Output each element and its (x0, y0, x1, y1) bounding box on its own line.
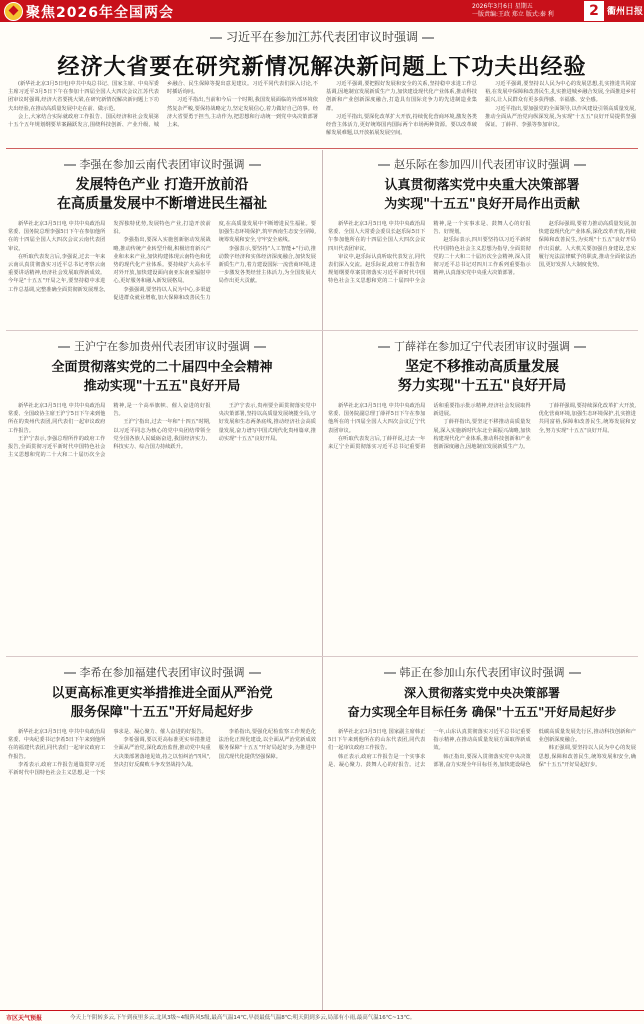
issue-info (472, 3, 582, 19)
article-kicker: 李强在参加云南代表团审议时强调 (6, 156, 318, 172)
lead-paragraph: 习近平强调,要把握好发展和安全的关系,坚持稳中求进工作总基调,因地制宜发展新质生产力,加快建设现代化产业体系,推动科技创新和产业创新深度融合,打造具有国际竞争力的先进制造业集群。 (326, 81, 477, 112)
article-paragraph: 李希指出,要强化纪检监察工作规范化法治化正规化建设,以全面从严治党新成效服务保障"十五五"开好局起好步,为推进中国式现代化提供坚强保障。 (218, 729, 316, 760)
lead-paragraph: 习近平指出,要加强党的全面领导,以作风建设引领高质量发展,推动全面从严治党向纵深发展,为实现"十五五"良好开局提供坚强保证。丁薛祥、李强等参加审议。 (485, 105, 636, 129)
weather-text: 今天上午阴转多云,下午到夜里多云,北风3级~4级阵风5级,最高气温14℃,早晨最低气温8℃;明天阴到多云,局部有小雨,最高气温16℃~13℃。 (70, 1015, 416, 1021)
article-kicker: 韩正在参加山东代表团审议时强调 (326, 664, 638, 680)
headline-line: 奋力实现全年目标任务 确保"十五五"开好局起好步 (347, 705, 617, 719)
lead-paragraph: (新华社北京3月5日电)中共中央总书记、国家主席、中央军委主席习近平3月5日下午在参加十四届全国人大四次会议江苏代表团审议时强调,经济大省要挑大梁,在研究新情况解决新问题上下功夫出经验,在推动高质量发展中走在前、做示范。 (8, 81, 159, 112)
headline-line: 努力实现"十五五"良好开局 (397, 378, 567, 394)
headline-line: 服务保障"十五五"开好局起好步 (70, 705, 254, 720)
divider (6, 148, 638, 149)
article-paragraph: 李希表示,政府工作报告通篇贯穿习近平新时代中国特色社会主义思想,是一个实事求是、凝心聚力、催人奋进的好报告。 (8, 729, 207, 777)
article-paragraph: 赵乐际强调,要着力推动高质量发展,加快建设现代化产业体系,深化改革开放,持续保障和改善民生,为实现"十五五"良好开局作出贡献。人大机关要加强自身建设,忠实履行宪法法律赋予的职责,推动全面依法治国,更好发挥人大制度优势。 (538, 221, 636, 269)
article-paragraph: 李强表示,要坚持"人工智能+"行动,推动数字经济和实体经济深度融合,加快发展新质生产力,着力建设国际一流营商环境,进一步激发各类经营主体活力,为全国发展大局作出更大贡献。 (218, 245, 316, 285)
editors-line: 一版责编:王政 郑立 版式:秦 利 (472, 11, 554, 18)
article-paragraph: 丁薛祥指出,要坚定不移推动高质量发展,深入实施新时代东北全面振兴战略,加快构建现代化产业体系,推动科技创新和产业创新深度融合,因地制宜发展新质生产力。 (433, 419, 531, 451)
article-paragraph: 新华社北京3月5日电 中共中央政治局常委、全国人大常委会委员长赵乐际5日下午参加他所在的十四届全国人大四次会议四川代表团审议。 (328, 221, 426, 252)
article-paragraph: 丁薛祥强调,要持续深化改革扩大开放,优化营商环境,加强生态环境保护,扎实推进共同富裕,保障和改善民生,统筹发展和安全,努力实现"十五五"良好开局。 (538, 403, 636, 434)
article-paragraph: 王沪宁表示,贵州要全面贯彻落实党中央决策部署,坚持以高质量发展统揽全局,守好发展和生态两条底线,推动经济社会高质量发展,奋力谱写中国式现代化贵州篇章,推动实现"十五五"良好开局。 (218, 403, 316, 442)
article-paragraph: 李希强调,要以更高标准更实举措推进全面从严治党,深化政治监督,推动党中央重大决策部署落地见效,持之以恒纠治"四风",坚决打好反腐败斗争攻坚战持久战。 (113, 737, 211, 768)
article-kicker: 赵乐际在参加四川代表团审议时强调 (326, 156, 638, 172)
headline-line: 为实现"十五五"良好开局作出贡献 (384, 197, 580, 212)
article-headline (6, 176, 318, 214)
weather-footer (0, 1010, 644, 1024)
lead-headline: 经济大省要在研究新情况解决新问题上下功夫出经验 (57, 55, 587, 80)
article-paragraph: 在听取代表发言后,李强说,过去一年来云南认真贯彻落实习近平总书记考察云南重要讲话精神,经济社会发展取得新成效。今年是"十五五"开局之年,要坚持稳中求进工作总基调,完整准确全面贯彻新发展理念,发挥独特优势,发展特色产业,打造开放前沿。 (8, 221, 211, 293)
issue-date: 2026年3月6日 星期五 (472, 3, 533, 10)
article-paragraph: 新华社北京3月5日电 中共中央政治局常委、国务院副总理丁薛祥5日下午在参加他所在的十四届全国人大四次会议辽宁代表团审议。 (328, 403, 426, 434)
article-kicker: 李希在参加福建代表团审议时强调 (6, 664, 318, 680)
article-paragraph: 韩正表示,政府工作报告是一个实事求是、凝心聚力、鼓舞人心的好报告。过去一年,山东认真贯彻落实习近平总书记重要指示精神,在推动高质量发展方面取得新成效。 (328, 729, 531, 768)
article-paragraph: 在听取代表发言后,丁薛祥说,过去一年来辽宁全面贯彻落实习近平总书记重要讲话和重要指示批示精神,经济社会发展取得新进展。 (328, 403, 531, 451)
article-paragraph: 王沪宁表示,李强总理所作的政府工作报告,全面贯彻习近平新时代中国特色社会主义思想和党的二十大和二十届历次全会精神,是一个高举旗帜、催人奋进的好报告。 (8, 403, 211, 459)
divider (6, 656, 638, 657)
article-paragraph: 李强强调,要坚持以人民为中心,多渠道促进群众就业增收,加大保障和改善民生力度,在高质量发展中不断增进民生福祉。要加强生态环境保护,筑牢西南生态安全屏障,统筹发展和安全,守牢安全底线。 (113, 221, 316, 301)
lead-paragraph: 习近平强调,要坚持以人民为中心的发展思想,扎实推进共同富裕,在发展中保障和改善民生,扎实推进城乡融合发展,全面推进乡村振兴,让人民群众有更多获得感、幸福感、安全感。 (485, 81, 636, 104)
article-paragraph: 李强指出,要深入实施创新驱动发展战略,推动传统产业转型升级,积极培育新兴产业和未来产业,加快构建体现云南特色和优势的现代化产业体系。要持续扩大高水平对外开放,加快建设面向南亚东南亚辐射中心,更好服务和融入新发展格局。 (113, 237, 211, 285)
article-paragraph: 新华社北京3月5日电 中共中央政治局常委、国务院总理李强5日下午在参加他所在的十四届全国人大四次会议云南代表团审议。 (8, 221, 106, 252)
article-paragraph: 韩正强调,要坚持以人民为中心的发展思想,保障和改善民生,统筹发展和安全,确保"十五五"开好局起好步。 (538, 745, 636, 768)
article-body (8, 402, 316, 650)
section-title: 聚焦2026年全国两会 (26, 5, 174, 21)
article-headline (6, 684, 318, 722)
headline-line: 推动实现"十五五"良好开局 (83, 379, 241, 394)
lead-paragraph: 习近平指出,当前和今后一个时期,我国发展面临的外部环境依然复杂严峻,要保持战略定力,坚定发展信心,着力做好自己的事。经济大省要勇于担当,主动作为,把思想和行动统一到党中央决策部署上来。 (167, 97, 318, 129)
headline-line: 在高质量发展中不断增进民生福祉 (57, 196, 267, 212)
article-headline (326, 358, 638, 396)
article-kicker: 王沪宁在参加贵州代表团审议时强调 (6, 338, 318, 354)
headline-line: 全面贯彻落实党的二十届四中全会精神 (51, 360, 273, 375)
party-emblem-icon (4, 2, 23, 21)
article-paragraph: 新华社北京3月5日电 国家副主席韩正5日下午来到他所在的山东代表团,同代表们一起审议政府工作报告。 (328, 729, 426, 752)
divider (6, 330, 638, 331)
lead-paragraph: 会上,大家结合实际就政府工作报告、国民经济和社会发展第十五个五年规划纲要草案踊跃发言,围绕科技创新、产业升级、城乡融合、民生保障等提出意见建议。习近平同代表们深入讨论,不时插话询问。 (8, 81, 318, 129)
article-headline (326, 684, 638, 722)
article-paragraph: 韩正指出,要深入贯彻落实党中央决策部署,奋力实现全年目标任务,加快建设绿色低碳高质量发展先行区,推动科技创新和产业创新深度融合。 (433, 729, 636, 768)
page-number: 2 (584, 1, 604, 21)
column-divider (322, 150, 323, 1010)
lead-body (8, 80, 636, 146)
headline-line: 认真贯彻落实党中央重大决策部署 (384, 178, 580, 193)
article-body (8, 728, 316, 1004)
article-paragraph: 新华社北京3月5日电 中共中央政治局常委、中央纪委书记李希5日下午来到他所在的福建代表团,同代表们一起审议政府工作报告。 (8, 729, 106, 760)
article-paragraph: 赵乐际表示,四川要坚持以习近平新时代中国特色社会主义思想为指导,全面贯彻党的二十大和二十届历次全会精神,深入贯彻习近平总书记对四川工作系列重要指示精神,认真落实党中央重大决策部署。 (433, 237, 531, 277)
headline-line: 以更高标准更实举措推进全面从严治党 (51, 686, 273, 701)
headline-line: 发展特色产业 打造开放前沿 (75, 177, 249, 193)
lead-kicker: 习近平在参加江苏代表团审议时强调 (0, 28, 644, 45)
weather-label: 市区天气预报 (6, 1015, 43, 1022)
paper-name: 衢州日报 (607, 7, 644, 17)
article-body (328, 728, 636, 1004)
article-body (328, 402, 636, 650)
headline-line: 深入贯彻落实党中央决策部署 (403, 686, 560, 700)
article-body (328, 220, 636, 324)
article-headline (6, 358, 318, 396)
article-paragraph: 王沪宁指出,过去一年和"十四五"时期,以习近平同志为核心的党中央团结带领全党全国各族人民砥砺奋进,我国经济实力、科技实力、综合国力持续跃升。 (113, 419, 211, 451)
article-headline (326, 176, 638, 214)
headline-line: 坚定不移推动高质量发展 (405, 359, 559, 375)
article-paragraph: 新华社北京3月5日电 中共中央政治局常委、全国政协主席王沪宁5日下午来到他所在的贵州代表团,同代表们一起审议政府工作报告。 (8, 403, 106, 434)
article-paragraph: 审议中,赵乐际认真听取代表发言,同代表们深入交流。赵乐际说,政府工作报告和规划纲要草案贯彻落实习近平新时代中国特色社会主义思想和党的二十届四中全会精神,是一个实事求是、鼓舞人心的好报告、好规划。 (328, 221, 531, 285)
article-kicker: 丁薛祥在参加辽宁代表团审议时强调 (326, 338, 638, 354)
masthead (0, 0, 644, 22)
article-body (8, 220, 316, 324)
lead-paragraph: 习近平指出,要深化改革扩大开放,持续优化营商环境,激发各类经营主体活力,更好统筹国内国际两个市场两种资源。要以改革破解发展难题,以开放拓展发展空间。 (326, 113, 477, 137)
